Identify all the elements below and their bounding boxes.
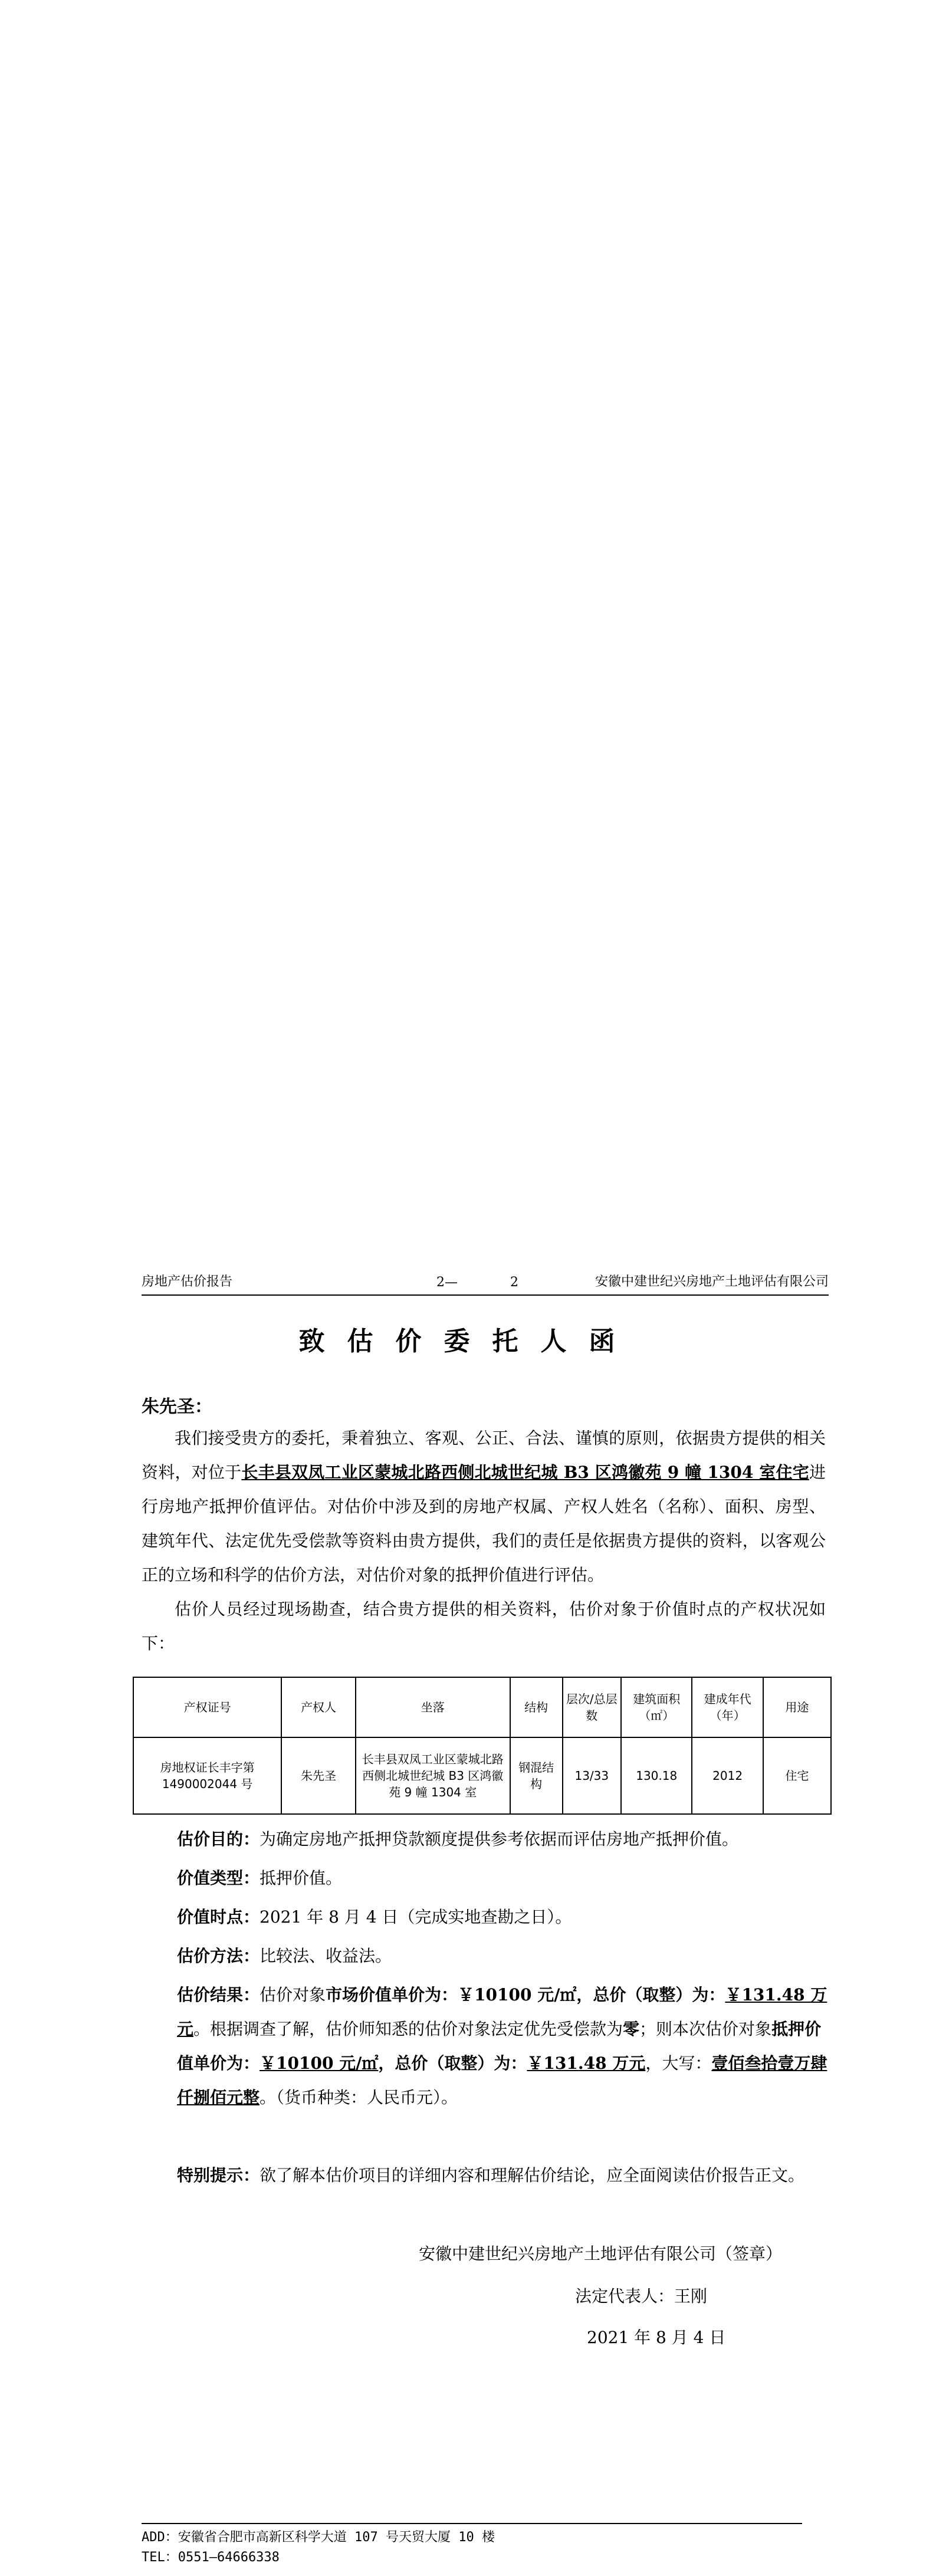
notice-label: 特别提示： [177, 2166, 260, 2185]
header-page-prefix: 2— [436, 1275, 458, 1290]
table-row [133, 1737, 831, 1814]
mortgage-unit-label: 抵押价值单价为： [177, 2019, 822, 2073]
signing-company: 安徽中建世纪兴房地产土地评估有限公司（签章） [419, 2244, 783, 2263]
value-type-line [177, 1861, 832, 1895]
result-text-3: ，总价（取整）为： [576, 1985, 725, 2005]
purpose-line [177, 1822, 832, 1857]
cell-location: 长丰县双凤工业区蒙城北路西侧北城世纪城 B3 区鸿徽苑 9 幢 1304 室 [356, 1737, 510, 1814]
value-type-text: 抵押价值。 [260, 1868, 343, 1888]
letter-title: 致估价委托人函 [298, 1326, 638, 1356]
result-text-5: 。根据调查了解，估价师知悉的估价对象法定优先受偿款为 [193, 2019, 623, 2039]
header-report-name: 房地产估价报告 [142, 1274, 233, 1289]
para1-body: 进行房地产抵押价值评估。对估价中涉及到的房地产权属、产权人姓名（名称）、面积、房型、建筑年代、法定优先受偿款等资料由贵方提供，我们的责任是依据贵方提供的资料，以客观公正的立场和科学的估价方法，对估价对象的抵押价值进行评估。 [142, 1463, 826, 1585]
signing-date: 2021 年 8 月 4 日 [587, 2328, 726, 2347]
method-label: 估价方法： [177, 1946, 260, 1966]
result-text-10: ，总价（取整）为： [378, 2053, 527, 2073]
value-type-label: 价值类型： [177, 1868, 260, 1888]
method-line [177, 1939, 832, 1973]
value-date-label: 价值时点： [177, 1907, 260, 1927]
col-cert-no: 产权证号 [133, 1677, 281, 1737]
property-rights-table [133, 1677, 832, 1815]
value-date-text: 2021 年 8 月 4 日（完成实地查勘之日）。 [260, 1907, 572, 1927]
notice-paragraph [177, 2158, 832, 2193]
para1-intro: 我们接受贵方的委托，秉着独立、客观、公正、合法、谨慎的原则，依据贵方提供的相关资料，对位于 [142, 1428, 826, 1482]
footer-divider-2 [142, 2523, 802, 2524]
table-header-row [133, 1677, 831, 1737]
market-total-price: ￥131.48 万元 [177, 1985, 827, 2039]
header-page-number: 2 [510, 1275, 518, 1290]
header-company-name: 安徽中建世纪兴房地产土地评估有限公司 [595, 1274, 829, 1289]
mortgage-total-price: ￥131.48 万元 [527, 2053, 646, 2073]
amount-in-words: 壹佰叁拾壹万肆仟捌佰元整 [177, 2053, 827, 2107]
cell-structure: 钢混结构 [510, 1737, 563, 1814]
purpose-label: 估价目的： [177, 1829, 260, 1849]
result-text-1: 估价对象 [260, 1985, 326, 2005]
value-date-line [177, 1900, 832, 1934]
result-text-12: ，大写： [645, 2053, 712, 2073]
result-paragraph [177, 1978, 832, 2115]
col-year: 建成年代（年） [692, 1677, 763, 1737]
notice-text: 欲了解本估价项目的详细内容和理解估价结论，应全面阅读估价报告正文。 [260, 2166, 805, 2185]
result-text-14: 。（货币种类：人民币元）。 [260, 2088, 458, 2107]
priority-claim-value: 零 [623, 2019, 640, 2039]
col-structure: 结构 [510, 1677, 563, 1737]
col-usage: 用途 [763, 1677, 831, 1737]
col-area: 建筑面积（㎡） [621, 1677, 692, 1737]
footer-phone: TEL：0551—64666338 [142, 2550, 280, 2565]
footer-address: ADD：安徽省合肥市高新区科学大道 107 号天贸大厦 10 楼 [142, 2530, 495, 2545]
cell-year: 2012 [692, 1737, 763, 1814]
method-text: 比较法、收益法。 [260, 1946, 392, 1966]
cell-area: 130.18 [621, 1737, 692, 1814]
letter-paragraph-1 [142, 1421, 826, 1592]
cell-owner: 朱先圣 [281, 1737, 356, 1814]
col-owner: 产权人 [281, 1677, 356, 1737]
purpose-text: 为确定房地产抵押贷款额度提供参考依据而评估房地产抵押价值。 [260, 1829, 739, 1849]
cell-cert-no: 房地权证长丰字第 1490002044 号 [133, 1737, 281, 1814]
result-text-7: ；则本次估价对象 [639, 2019, 772, 2039]
property-address: 长丰县双凤工业区蒙城北路西侧北城世纪城 B3 区鸿徽苑 9 幢 1304 室住宅 [241, 1463, 809, 1482]
col-floor: 层次/总层数 [563, 1677, 621, 1737]
result-label: 估价结果： [177, 1985, 260, 2005]
mortgage-unit-price: ￥10100 元/㎡ [260, 2053, 379, 2073]
market-unit-price: 市场价值单价为：￥10100 元/㎡ [326, 1985, 577, 2005]
col-location: 坐落 [356, 1677, 510, 1737]
letter-paragraph-2: 估价人员经过现场勘查，结合贵方提供的相关资料，估价对象于价值时点的产权状况如下： [142, 1599, 826, 1653]
footer-contact-2 [142, 2528, 495, 2568]
page-header-2 [142, 1271, 829, 1296]
cell-floor: 13/33 [563, 1737, 621, 1814]
cell-usage: 住宅 [763, 1737, 831, 1814]
legal-representative: 法定代表人：王刚 [575, 2286, 708, 2306]
letter-salutation: 朱先圣： [142, 1397, 212, 1417]
